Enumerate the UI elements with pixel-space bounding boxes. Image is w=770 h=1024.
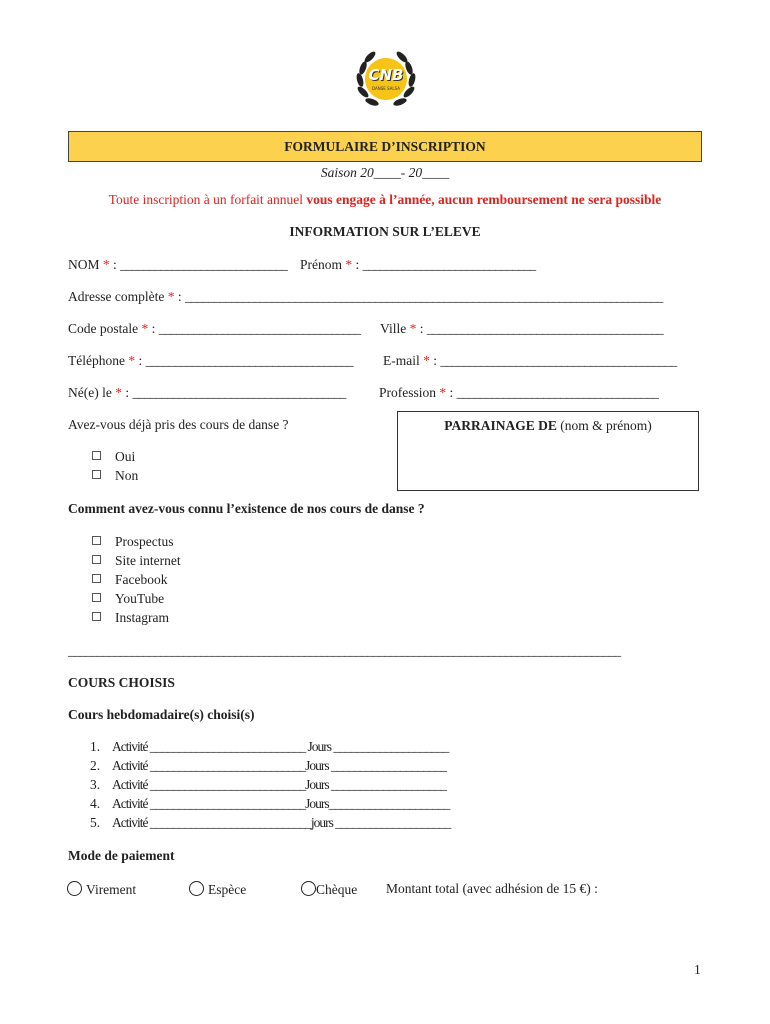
field-telephone[interactable] bbox=[68, 353, 353, 369]
section-student-heading: INFORMATION SUR L’ELEVE bbox=[289, 224, 481, 239]
course-number: 3. bbox=[90, 777, 101, 792]
prenom-blank[interactable]: ______________________________ bbox=[362, 257, 536, 272]
colon: : bbox=[121, 385, 133, 400]
field-profession[interactable] bbox=[379, 385, 658, 401]
required-mark: * bbox=[141, 321, 149, 336]
notice-emphasis: vous engage à l’année, aucun remboursement ne sera possible bbox=[306, 192, 662, 207]
radio-icon[interactable] bbox=[301, 881, 316, 896]
naissance-label: Né(e) le bbox=[68, 385, 116, 400]
field-email[interactable] bbox=[383, 353, 676, 369]
course-text[interactable]: Activité ___________________________Jours ____________________ bbox=[112, 758, 446, 773]
option-label: Site internet bbox=[115, 553, 181, 568]
ville-label: Ville bbox=[380, 321, 410, 336]
required-mark: * bbox=[439, 385, 447, 400]
source-question: Comment avez-vous connu l’existence de nos cours de danse ? bbox=[68, 501, 425, 516]
separator-line: ________________________________________________________________________________________________ bbox=[68, 643, 620, 658]
option-label: Facebook bbox=[115, 572, 168, 587]
option-label: Oui bbox=[115, 449, 136, 464]
required-mark: * bbox=[102, 257, 110, 272]
nom-blank[interactable]: _____________________________ bbox=[120, 257, 287, 272]
course-text[interactable]: Activité ___________________________Jours ____________________ bbox=[112, 777, 446, 792]
checkbox-icon[interactable] bbox=[92, 451, 101, 460]
colon: : bbox=[416, 321, 427, 336]
course-number: 4. bbox=[90, 796, 101, 811]
field-code-postal[interactable] bbox=[68, 321, 360, 337]
logo-subtitle: DANSE SALSA bbox=[371, 86, 400, 91]
required-mark: * bbox=[115, 385, 122, 400]
course-row[interactable] bbox=[90, 796, 449, 812]
source-option[interactable] bbox=[92, 591, 164, 607]
payment-heading: Mode de paiement bbox=[68, 848, 175, 863]
payment-option-espece[interactable] bbox=[189, 881, 246, 898]
checkbox-icon[interactable] bbox=[92, 574, 101, 583]
option-label: Prospectus bbox=[115, 534, 174, 549]
source-option[interactable] bbox=[92, 553, 181, 569]
course-text[interactable]: Activité ____________________________jours ____________________ bbox=[112, 815, 451, 830]
notice-prefix: Toute inscription à un forfait annuel bbox=[108, 192, 307, 207]
required-mark: * bbox=[128, 353, 136, 368]
option-label: YouTube bbox=[115, 591, 165, 606]
field-prenom[interactable] bbox=[300, 257, 535, 273]
colon: : bbox=[148, 321, 159, 336]
field-adresse[interactable] bbox=[68, 289, 662, 305]
course-text[interactable]: Activité ___________________________Jours_____________________ bbox=[112, 796, 450, 811]
payment-option-label: Espèce bbox=[208, 882, 247, 897]
payment-option-label: Chèque bbox=[316, 882, 358, 897]
checkbox-icon[interactable] bbox=[92, 593, 101, 602]
ville-blank[interactable]: _________________________________________ bbox=[426, 321, 663, 336]
checkbox-icon[interactable] bbox=[92, 555, 101, 564]
colon: : bbox=[174, 289, 185, 304]
code-postal-blank[interactable]: ___________________________________ bbox=[158, 321, 361, 336]
colon: : bbox=[109, 257, 121, 272]
field-naissance[interactable] bbox=[68, 385, 345, 401]
total-amount-label: Montant total (avec adhésion de 15 €) : bbox=[386, 881, 598, 896]
telephone-label: Téléphone bbox=[68, 353, 129, 368]
season-line: Saison 20____- 20____ bbox=[320, 165, 450, 180]
parrainage-label: PARRAINAGE DE bbox=[444, 418, 557, 433]
course-text[interactable]: Activité ___________________________ Jours ____________________ bbox=[112, 739, 449, 754]
weekly-heading: Cours hebdomadaire(s) choisi(s) bbox=[68, 707, 255, 722]
checkbox-icon[interactable] bbox=[92, 470, 101, 479]
option-label: Non bbox=[115, 468, 139, 483]
source-option[interactable] bbox=[92, 610, 169, 626]
course-number: 2. bbox=[90, 758, 101, 773]
course-number: 5. bbox=[90, 815, 101, 830]
code-postal-label: Code postale bbox=[68, 321, 142, 336]
naissance-blank[interactable]: _____________________________________ bbox=[132, 385, 346, 400]
nom-label: NOM bbox=[68, 257, 103, 272]
checkbox-icon[interactable] bbox=[92, 612, 101, 621]
prenom-label: Prénom bbox=[300, 257, 346, 272]
notice bbox=[0, 192, 770, 208]
payment-option-virement[interactable] bbox=[67, 881, 136, 898]
danse-option-oui[interactable] bbox=[92, 449, 135, 465]
profession-blank[interactable]: ___________________________________ bbox=[456, 385, 658, 400]
option-label: Instagram bbox=[115, 610, 169, 625]
payment-option-cheque[interactable] bbox=[301, 881, 357, 898]
payment-option-label: Virement bbox=[86, 882, 137, 897]
section-cours-heading: COURS CHOISIS bbox=[68, 675, 175, 690]
adresse-blank[interactable]: ___________________________________________________________________________________ bbox=[184, 289, 663, 304]
required-mark: * bbox=[423, 353, 430, 368]
email-label: E-mail bbox=[383, 353, 424, 368]
course-number: 1. bbox=[90, 739, 101, 754]
parrainage-hint: (nom & prénom) bbox=[556, 418, 652, 433]
colon: : bbox=[429, 353, 441, 368]
colon: : bbox=[135, 353, 146, 368]
checkbox-icon[interactable] bbox=[92, 536, 101, 545]
profession-label: Profession bbox=[379, 385, 440, 400]
colon: : bbox=[352, 257, 363, 272]
required-mark: * bbox=[409, 321, 417, 336]
field-ville[interactable] bbox=[380, 321, 663, 337]
required-mark: * bbox=[345, 257, 353, 272]
course-row[interactable] bbox=[90, 739, 448, 755]
source-option[interactable] bbox=[92, 534, 174, 550]
field-nom[interactable] bbox=[68, 257, 287, 273]
adresse-label: Adresse complète bbox=[68, 289, 168, 304]
colon: : bbox=[446, 385, 457, 400]
course-row[interactable] bbox=[90, 758, 446, 774]
logo bbox=[350, 40, 422, 115]
form-title: FORMULAIRE D’INSCRIPTION bbox=[68, 131, 702, 162]
email-blank[interactable]: _________________________________________ bbox=[440, 353, 677, 368]
page-number: 1 bbox=[694, 962, 701, 977]
radio-icon[interactable] bbox=[67, 881, 82, 896]
parrainage-box[interactable] bbox=[397, 411, 699, 491]
radio-icon[interactable] bbox=[189, 881, 204, 896]
course-row[interactable] bbox=[90, 777, 446, 793]
logo-text: CNB bbox=[368, 66, 404, 84]
source-option[interactable] bbox=[92, 572, 167, 588]
course-row[interactable] bbox=[90, 815, 450, 831]
danse-option-non[interactable] bbox=[92, 468, 138, 484]
required-mark: * bbox=[167, 289, 175, 304]
telephone-blank[interactable]: ____________________________________ bbox=[145, 353, 353, 368]
danse-question: Avez-vous déjà pris des cours de danse ? bbox=[68, 417, 289, 432]
